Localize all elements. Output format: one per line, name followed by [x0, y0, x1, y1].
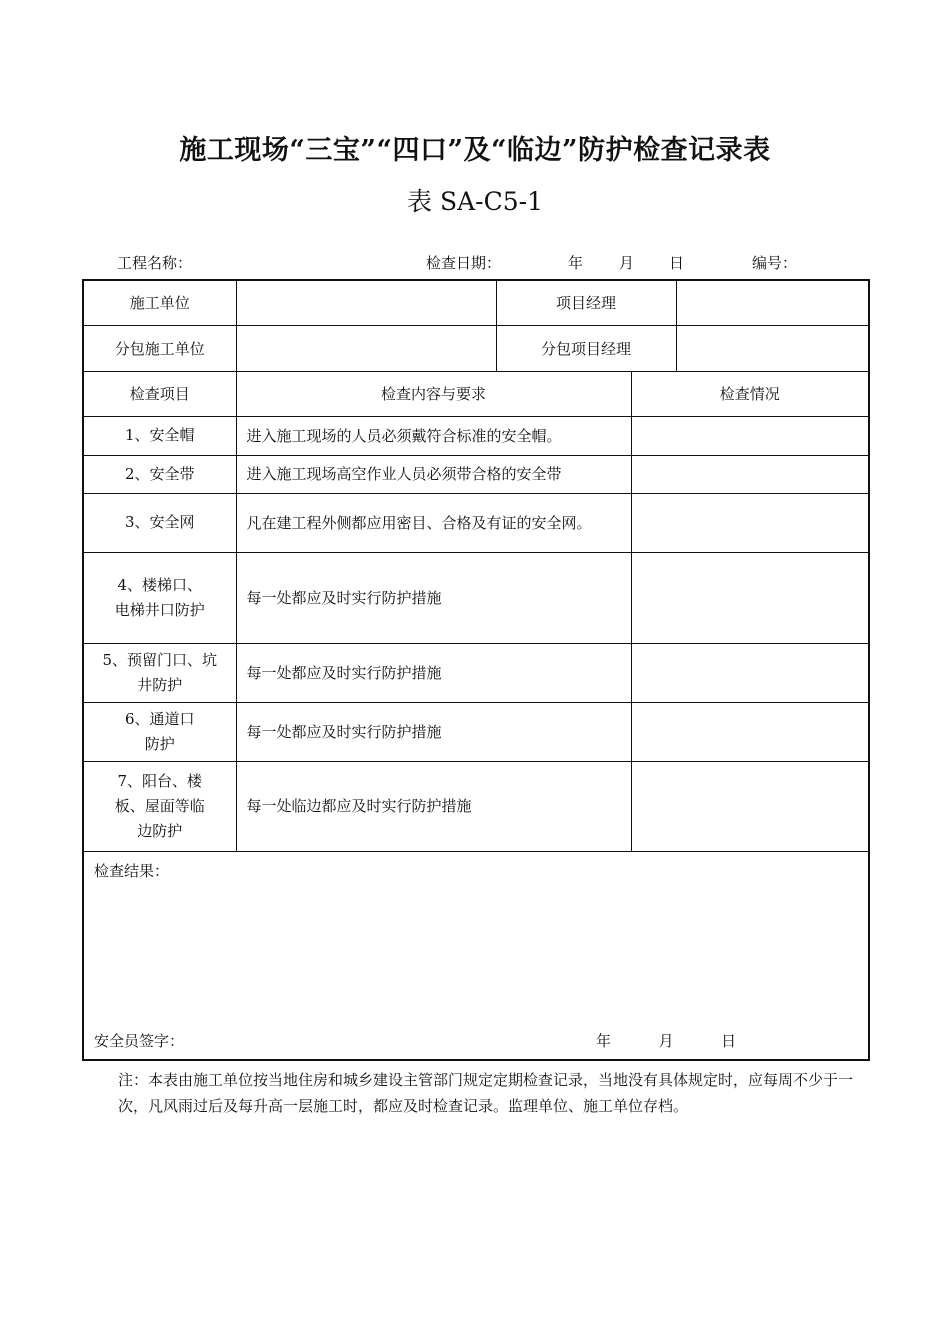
- check-status-field[interactable]: [631, 416, 869, 455]
- project-manager-field[interactable]: [676, 280, 869, 325]
- signature-month-label: 月: [658, 1032, 674, 1050]
- check-content: 每一处都应及时实行防护措施: [236, 643, 631, 702]
- check-status-field[interactable]: [631, 761, 869, 851]
- subcontract-manager-label: 分包项目经理: [496, 325, 676, 371]
- check-content: 每一处都应及时实行防护措施: [236, 702, 631, 761]
- signature-date: [596, 1030, 736, 1051]
- inspection-table: [82, 279, 870, 1061]
- number-label: 编号：: [752, 254, 798, 272]
- signature-year-label: 年: [596, 1032, 612, 1050]
- check-content: 进入施工现场高空作业人员必须带合格的安全带: [236, 455, 631, 493]
- check-content: 每一处都应及时实行防护措施: [236, 552, 631, 643]
- construction-unit-field[interactable]: [236, 280, 496, 325]
- table-row: [83, 761, 869, 851]
- table-row: [83, 416, 869, 455]
- check-status-field[interactable]: [631, 455, 869, 493]
- check-content: 每一处临边都应及时实行防护措施: [236, 761, 631, 851]
- check-status-field[interactable]: [631, 493, 869, 552]
- table-row: [83, 552, 869, 643]
- check-status-field[interactable]: [631, 552, 869, 643]
- construction-unit-row: [83, 280, 869, 325]
- check-date-label: 检查日期：: [426, 254, 502, 272]
- signature-day-label: 日: [721, 1032, 737, 1050]
- check-item: 3、安全网: [83, 493, 236, 552]
- footnote: 注：本表由施工单位按当地住房和城乡建设主管部门规定定期检查记录，当地没有具体规定时，应每周不少于一次，凡风雨过后及每升高一层施工时，都应及时检查记录。监理单位、施工单位存档。: [118, 1071, 854, 1115]
- table-row: [83, 702, 869, 761]
- check-result-label: 检查结果：: [94, 861, 170, 880]
- subcontract-manager-field[interactable]: [676, 325, 869, 371]
- check-result-field[interactable]: [83, 851, 869, 1060]
- table-row: [83, 455, 869, 493]
- table-row: [83, 493, 869, 552]
- construction-unit-label: 施工单位: [83, 280, 236, 325]
- column-header-row: [83, 371, 869, 416]
- page-title: 施工现场“三宝”“四口”及“临边”防护检查记录表: [179, 135, 771, 166]
- date-year-label: 年: [568, 254, 584, 272]
- date-month-label: 月: [619, 254, 635, 272]
- result-row: [83, 851, 869, 1060]
- subcontract-unit-row: [83, 325, 869, 371]
- project-name-label: 工程名称：: [117, 254, 193, 272]
- check-item: 7、阳台、楼板、屋面等临边防护: [83, 761, 236, 851]
- check-status-field[interactable]: [631, 643, 869, 702]
- column-header-item: 检查项目: [83, 371, 236, 416]
- check-item: 4、楼梯口、电梯井口防护: [83, 552, 236, 643]
- column-header-status: 检查情况: [631, 371, 869, 416]
- check-item: 6、通道口防护: [83, 702, 236, 761]
- date-day-label: 日: [669, 254, 685, 272]
- subcontract-unit-label: 分包施工单位: [83, 325, 236, 371]
- check-item: 1、安全帽: [83, 416, 236, 455]
- subcontract-unit-field[interactable]: [236, 325, 496, 371]
- signature-label: 安全员签字：: [94, 1032, 185, 1050]
- form-code: 表 SA-C5-1: [407, 187, 543, 216]
- column-header-content: 检查内容与要求: [236, 371, 631, 416]
- check-status-field[interactable]: [631, 702, 869, 761]
- check-content: 进入施工现场的人员必须戴符合标准的安全帽。: [236, 416, 631, 455]
- check-item: 2、安全带: [83, 455, 236, 493]
- check-content: 凡在建工程外侧都应用密目、合格及有证的安全网。: [236, 493, 631, 552]
- project-manager-label: 项目经理: [496, 280, 676, 325]
- check-item: 5、预留门口、坑井防护: [83, 643, 236, 702]
- table-row: [83, 643, 869, 702]
